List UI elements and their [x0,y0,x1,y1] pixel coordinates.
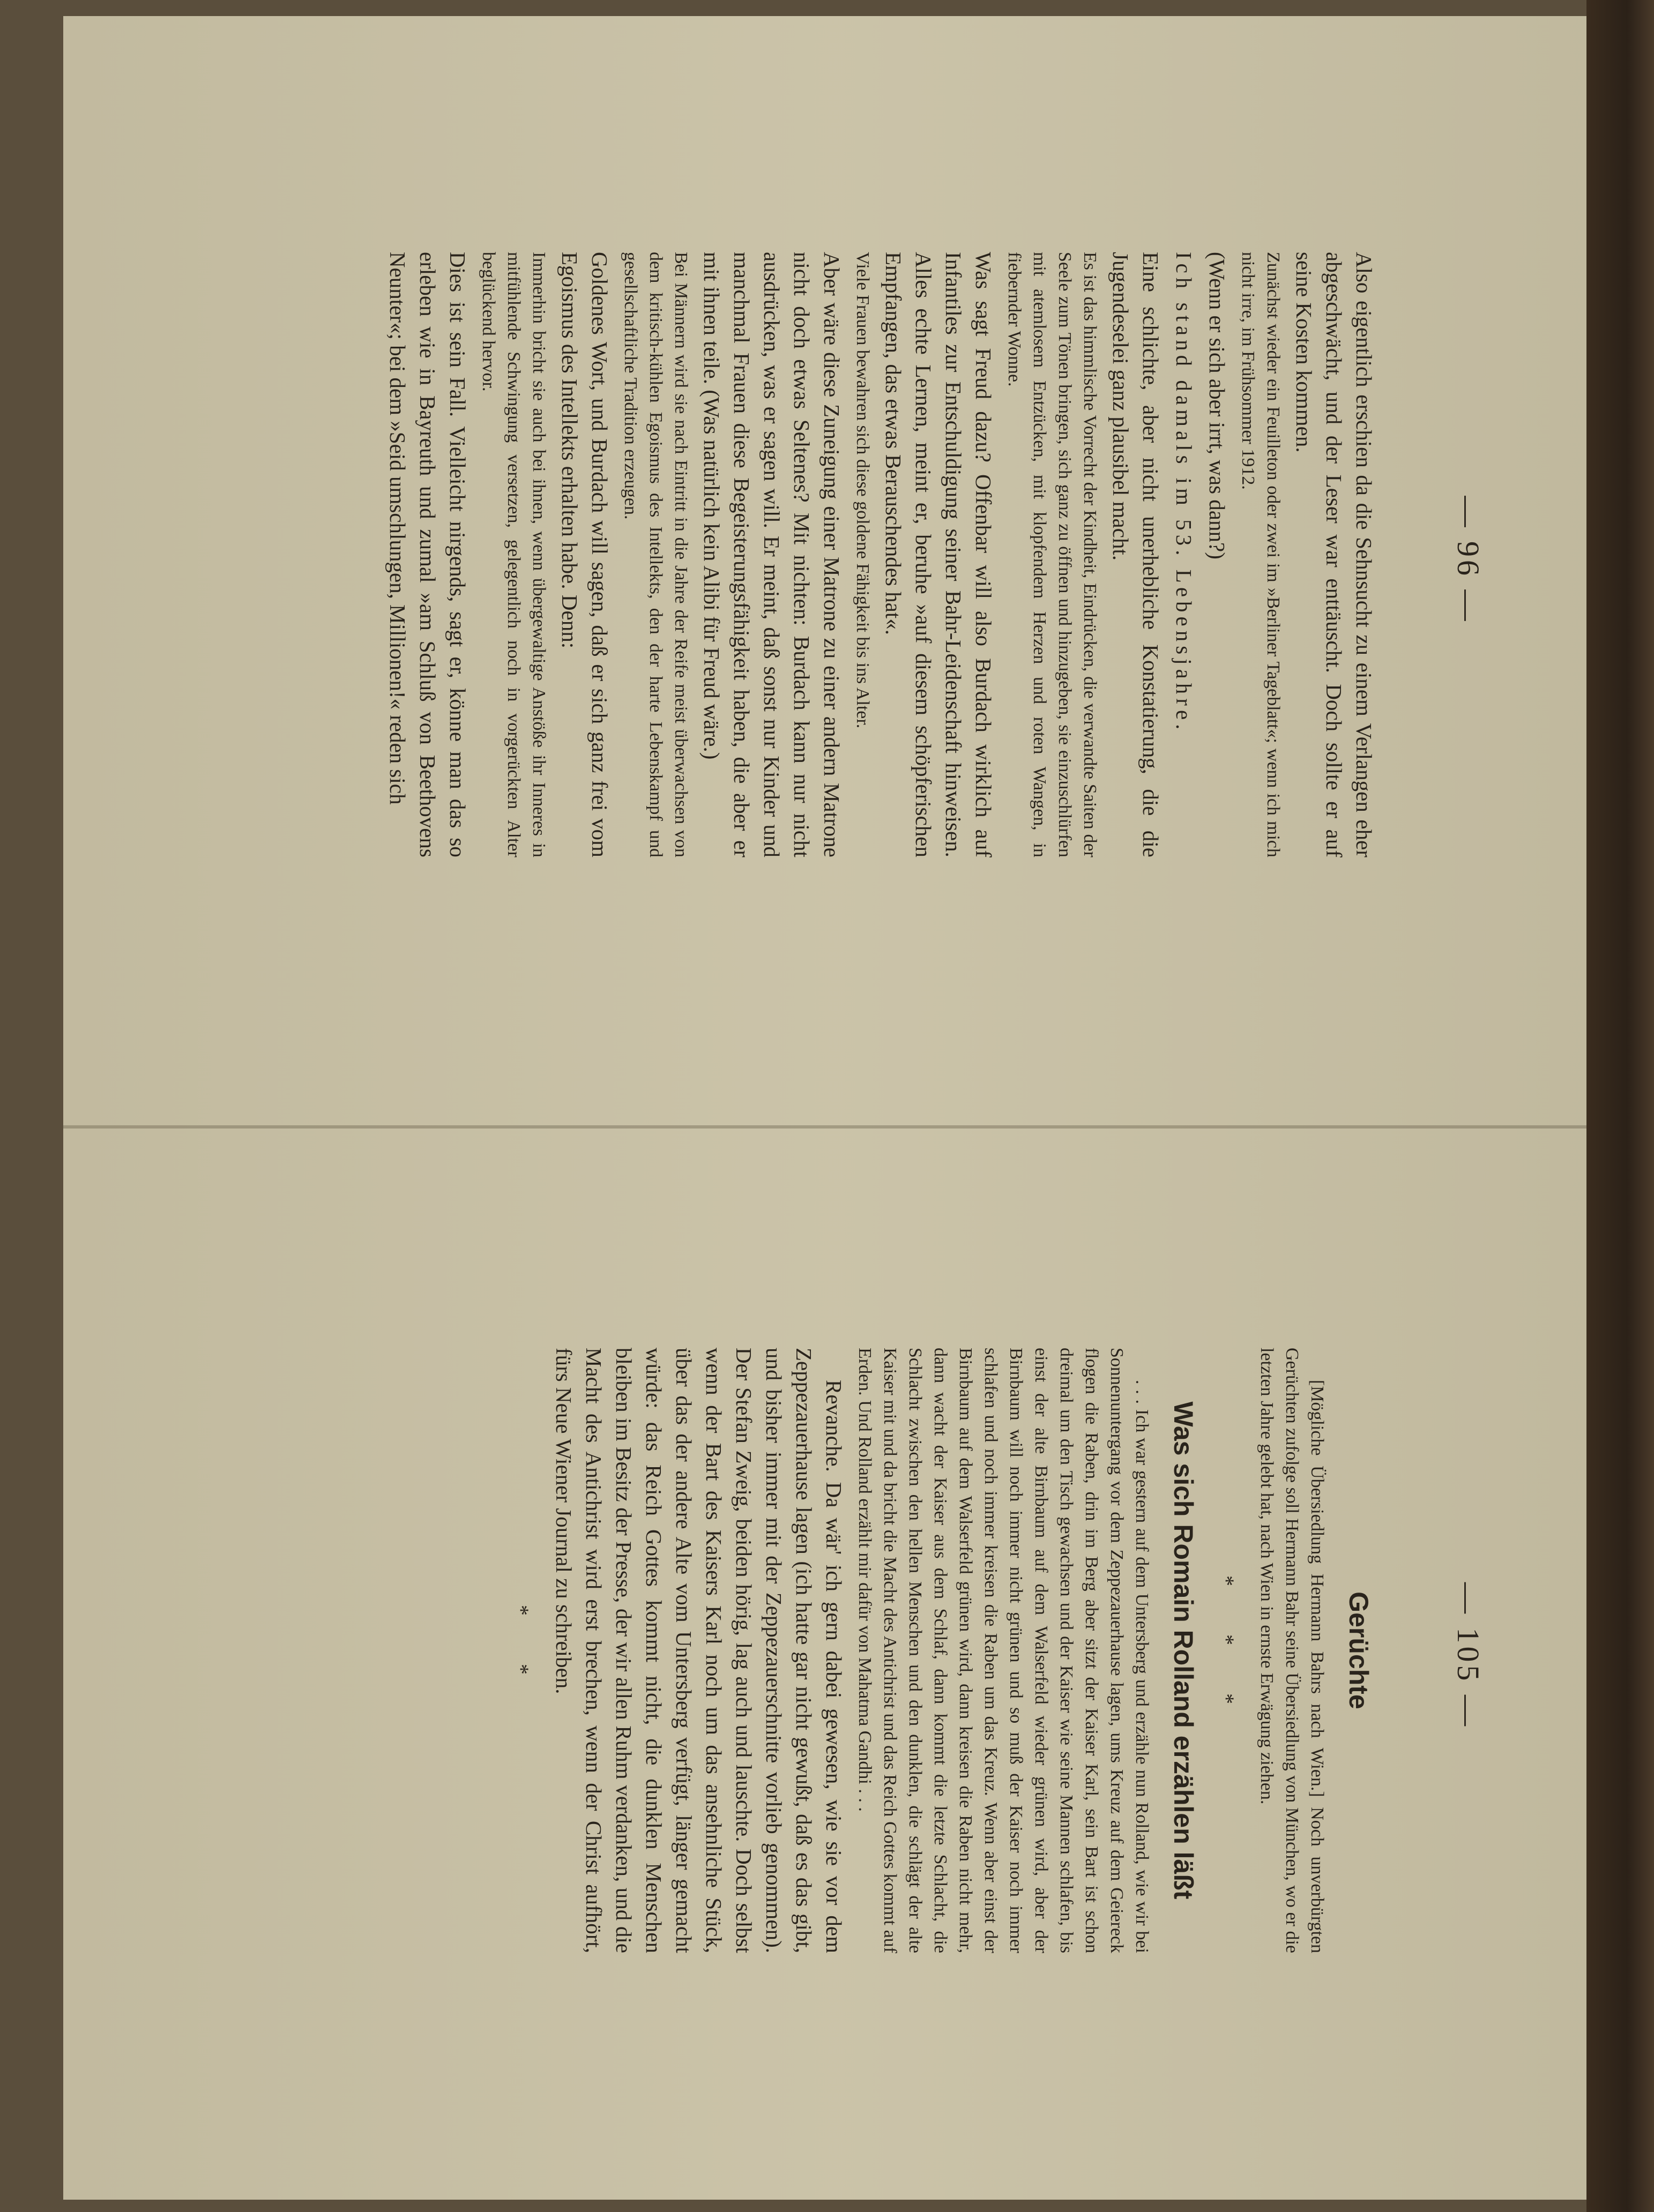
separator-stars: * * [509,1605,533,1696]
page-105 [63,1112,1610,2200]
section-heading: Was sich Romain Rolland erzählen läßt [1168,1401,1198,1900]
page-number: — 105 — [1451,1582,1486,1729]
paragraph: Viele Frauen bewahren sich diese goldene Fähigkeit bis ins Alter. [853,252,873,729]
left-text-column [379,252,1379,857]
paragraph: Aber wäre diese Zuneigung einer Matrone zu einer andern Matrone nicht doch etwas Seltenes? Mit nichten: Burdach kann nur nicht ausdrücken, was er sagen will. Er meint, daß sonst nur Kinder und manchmal Frauen diese Begeisterungsfähigkeit haben, die aber er mit ihnen teile. (Was natürlich kein Alibi für Freud wäre.) [699,252,844,857]
paragraph: Immerhin bricht sie auch bei ihnen, wenn übergewaltige Anstöße ihr Inneres in mitfühlende Schwingung versetzen, gelegentlich noch in vorgerückten Alter beglückend hervor. [479,252,549,857]
separator-stars: * * * [1215,1575,1239,1725]
paragraph: Bei Männern wird sie nach Eintritt in die Jahre der Reife meist überwachsen von dem kritisch-kühlen Egoismus des Intellekts, den der harte Lebenskampf und gesellschaftliche Tradition erzeugen. [621,252,691,857]
paragraph: Zunächst wieder ein Feuilleton oder zwei im »Berliner Tageblatt«; wenn ich mich nicht irre, im Frühsommer 1912. [1238,252,1283,857]
paragraph: Was sagt Freud dazu? Offenbar will also Burdach wirklich auf Infantiles zur Entschuldigung seiner Bahr-Leidenschaft hinweisen. Alles echte Lernen, meint er, beruhe »auf diesem schöpferischen Empfangen, das etwas Berauschendes hat«. [881,252,996,857]
paragraph: Also eigentlich erschien da die Sehnsucht zu einem Verlangen eher abgeschwächt, und der Leser war enttäuscht. Doch sollte er auf seine Kosten kommen. [1292,252,1376,857]
rotated-spread [63,16,1610,2200]
paragraph: Eine schlichte, aber nicht unerhebliche Konstatierung, die die Jugendeselei ganz plausibel macht. [1108,252,1163,857]
section-heading: Gerüchte [1344,1591,1374,1709]
paragraph: Ich stand damals im 53. Lebensjahre. [1172,252,1196,734]
paragraph: [Mögliche Übersiedlung Hermann Bahrs nach Wien.] Noch unverbürgten Gerüchten zufolge soll Hermann Bahr seine Übersiedlung von München, wo er die letzten Jahre gelebt hat, nach Wien in ernste Erwägung ziehen. [1257,1348,1327,1953]
paragraph: Dies ist sein Fall. Vielleicht nirgends, sagt er, könne man das so erleben wie in Bayreuth und zumal »am Schluß von Beethovens Neunter«; bei dem »Seid umschlungen, Millionen!« reden sich [385,252,470,857]
paragraph: Goldenes Wort, und Burdach will sagen, daß er sich ganz frei vom Egoismus des Intellekts erhalten habe. Denn: [557,252,612,857]
paragraph: Revanche. Da wär' ich gern dabei gewesen, wie sie vor dem Zeppezauerhause lagen (ich hatte gar nicht gewußt, daß es das gibt, und bisher immer mit der Zeppezauerschnitte vorlieb genommen). Der Stefan Zweig, beiden hörig, lag auch und lauschte. Doch selbst wenn der Bart des Kaisers Karl noch um das ansehnliche Stück, über das der andere Alte vom Untersberg verfügt, länger gemacht würde: das Reich Gottes kommt nicht, die dunklen Menschen bleiben im Besitz der Presse, der wir allen Ruhm verdanken, und die Macht des Antichrist wird erst brechen, wenn der Christ aufhört, fürs Neue Wiener Journal zu schreiben. [552,1348,846,1953]
paragraph: . . . Ich war gestern auf dem Untersberg und erzähle nun Rolland, wie wir bei Sonnenuntergang vor dem Zeppezauerhause lagen, ums Kreuz auf dem Geiereck flogen die Raben, drin im Berg aber sitzt der Kaiser Karl, sein Bart ist schon dreimal um den Tisch gewachsen und der Kaiser wie seine Mannen schlafen, bis einst der alte Birnbaum auf dem Walserfeld wieder grünen wird, aber der Birnbaum will noch immer nicht grünen und so muß der Kaiser noch immer schlafen und noch immer kreisen die Raben um das Kreuz. Wenn aber einst der Birnbaum auf dem Walserfeld grünen wird, dann kreisen die Raben nicht mehr, dann wacht der Kaiser aus dem Schlaf, dann kommt die letzte Schlacht, die Schlacht zwischen den hellen Menschen und den dunklen, die schlägt der alte Kaiser mit und da bricht die Macht des Antichrist und das Reich Gottes kommt auf Erden. Und Rolland erzählt mir dafür von Mahatma Gandhi . . . [855,1348,1152,1953]
paragraph: Es ist das himmlische Vorrecht der Kindheit, Eindrücken, die verwandte Saiten der Seele zum Tönen bringen, sich ganz zu öffnen und hinzugeben, sie einzuschlürfen mit atemlosem Entzücken, mit klopfendem Herzen und roten Wangen, in fiebernder Wonne. [1004,252,1100,857]
page-96 [63,16,1610,1104]
page-number: — 96 — [1451,496,1486,624]
right-text-column [493,1348,1379,1953]
paragraph: (Wenn er sich aber irrt, was dann?) [1205,252,1230,559]
